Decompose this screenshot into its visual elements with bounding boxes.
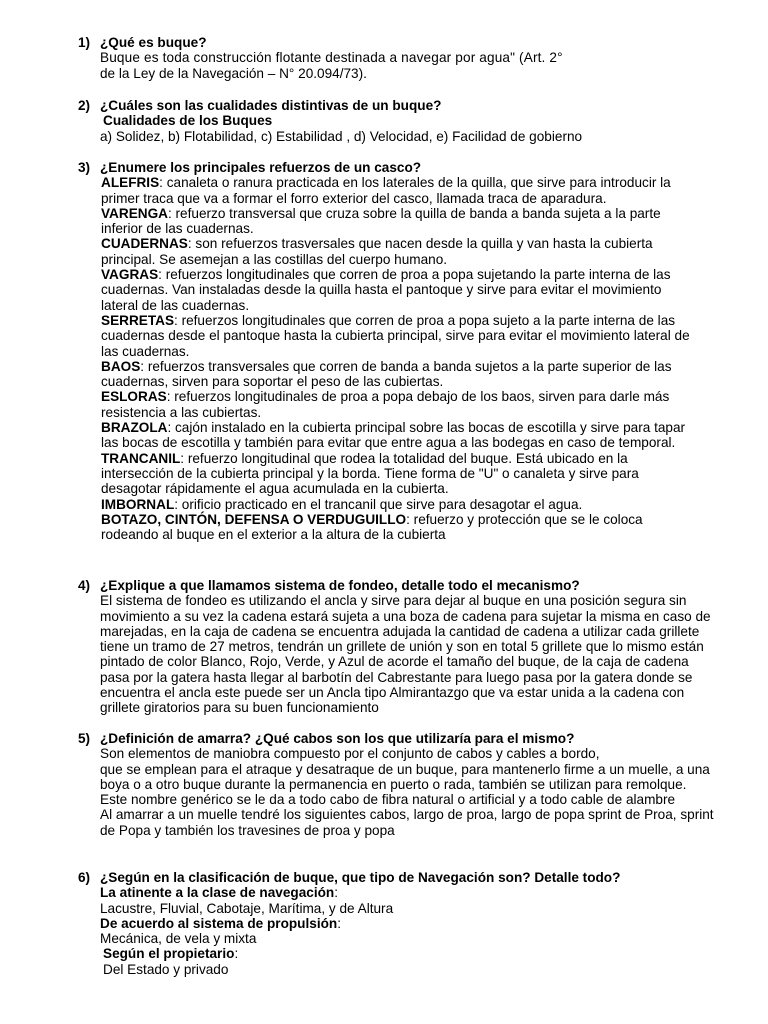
classification-heading-suffix: : (234, 946, 239, 962)
question-number: 1) (78, 35, 91, 50)
reinforcement-item (101, 175, 700, 206)
reinforcement-item (101, 389, 700, 420)
question-number: 3) (78, 160, 91, 175)
reinforcement-definition: : son refuerzos trasversales que nacen desde la quilla y van hasta la cubierta principal. Se asemejan a las costillas del cuerpo humano. (101, 236, 653, 267)
reinforcement-definition: : cajón instalado en la cubierta principal sobre las bocas de escotilla y sirve para tapar las bocas de escotilla y también para evitar que entre agua a las bodegas en caso de temporal. (101, 420, 686, 451)
classification-value: Mecánica, de vela y mixta (100, 931, 257, 947)
reinforcement-item (101, 236, 700, 267)
question-5 (78, 731, 718, 838)
classification-heading-suffix: : (337, 915, 341, 931)
classification-heading-text: De acuerdo al sistema de propulsión (100, 915, 338, 931)
question-number: 2) (78, 98, 91, 113)
question-6 (78, 870, 718, 977)
question-3-answer (78, 175, 700, 542)
question-6-answer (78, 885, 718, 977)
reinforcement-term: TRANCANIL (101, 450, 181, 466)
question-5-heading (78, 731, 718, 746)
answer-paragraph: Este nombre genérico se le da a todo cabo de fibra natural o artificial y a todo cable de alambre (100, 792, 676, 808)
reinforcement-term: VAGRAS (101, 267, 159, 283)
question-1-answer (78, 50, 718, 81)
question-number: 5) (78, 731, 91, 746)
question-title: ¿Según en la clasificación de buque, que tipo de Navegación son? Detalle todo? (100, 870, 621, 885)
reinforcement-term: BAOS (101, 358, 141, 374)
question-2-answer (78, 113, 718, 144)
reinforcement-term: ALEFRIS (101, 175, 160, 191)
reinforcement-item (101, 206, 700, 237)
reinforcement-term: BOTAZO, CINTÓN, DEFENSA O VERDUGUILLO (101, 511, 407, 527)
question-title: ¿Enumere los principales refuerzos de un casco? (100, 160, 422, 175)
classification-heading-suffix: : (334, 885, 338, 901)
reinforcement-term: SERRETAS (101, 312, 175, 328)
reinforcement-term: IMBORNAL (101, 496, 175, 512)
question-6-heading (78, 870, 718, 885)
question-2-heading (78, 98, 718, 113)
reinforcement-item (101, 497, 700, 512)
reinforcement-definition: : refuerzos longitudinales de proa a popa debajo de los baos, sirven para darle más resistencia a las cubiertas. (101, 389, 670, 420)
reinforcement-item (101, 512, 700, 543)
question-3 (78, 160, 700, 542)
question-2 (78, 98, 718, 144)
question-title: ¿Explique a que llamamos sistema de fondeo, detalle todo el mecanismo? (100, 578, 580, 593)
classification-value: Lacustre, Fluvial, Cabotaje, Marítima, y de Altura (100, 900, 394, 916)
reinforcement-definition: : canaleta o ranura practicada en los laterales de la quilla, que sirve para introducir la primer traca que va a formar el forro exterior del casco, llamada traca de aparadura. (101, 175, 671, 206)
reinforcement-definition: : refuerzo longitudinal que rodea la totalidad del buque. Está ubicado en la intersección de la cubierta principal y la borda. Tiene forma de "U" o canaleta y sirve para desagotar rápidamente el agua acumulada en la cubierta. (101, 450, 639, 497)
answer-line: a) Solidez, b) Flotabilidad, c) Estabilidad , d) Velocidad, e) Facilidad de gobierno (100, 128, 583, 144)
classification-heading (100, 885, 718, 900)
answer-paragraph: Son elementos de maniobra compuesto por el conjunto de cabos y cables a bordo, (100, 746, 600, 762)
reinforcement-definition: : orificio practicado en el trancanil que sirve para desagotar el agua. (174, 496, 583, 512)
reinforcement-definition: : refuerzos longitudinales que corren de proa a popa sujetando la parte interna de las cuadernas. Van instaladas desde la quilla hasta el pantoque y sirve para evitar el movimiento lateral de las cuadernas. (101, 267, 671, 313)
reinforcement-definition: : refuerzo y protección que se le coloca rodeando al buque en el exterior a la altura de la cubierta (101, 511, 643, 543)
question-title: ¿Qué es buque? (100, 35, 207, 50)
question-4-answer (78, 593, 718, 715)
question-5-answer (78, 746, 718, 838)
reinforcement-term: ESLORAS (101, 389, 167, 405)
reinforcement-item (101, 313, 700, 359)
classification-heading (100, 946, 718, 961)
classification-value: Del Estado y privado (103, 961, 229, 977)
reinforcement-definition: : refuerzo transversal que cruza sobre la quilla de banda a banda sujeta a la parte inferior de las cuadernas. (101, 205, 661, 237)
answer-subtitle: Cualidades de los Buques (103, 113, 273, 129)
classification-heading (100, 916, 718, 931)
answer-line: de la Ley de la Navegación – N° 20.094/73). (100, 65, 367, 81)
classification-heading-text: Según el propietario (103, 946, 235, 962)
reinforcement-term: BRAZOLA (101, 420, 168, 436)
question-3-heading (78, 160, 700, 175)
reinforcement-item (101, 420, 700, 451)
answer-paragraph: El sistema de fondeo es utilizando el ancla y sirve para dejar al buque en una posición segura sin movimiento a su vez la cadena estará sujeta a una boza de cadena para sujetar la misma en caso de marejadas, en la caja de cadena se encuentra adujada la cantidad de cadena a utilizar cada grillete tiene un tramo de 27 metros, tendrán un grillete de unión y son en total 5 grillete que lo mismo están pintado de color Blanco, Rojo, Verde, y Azul de acorde el tamaño del buque, de la caja de cadena pasa por la gatera hasta llegar al barbotín del Cabrestante para luego pasa por la gatera donde se encuentra el ancla este puede ser un Ancla tipo Almirantazgo que va estar unida a la cadena con grillete giratorios para su buen funcionamiento (100, 593, 711, 716)
question-4 (78, 578, 718, 716)
reinforcement-item (101, 451, 700, 497)
question-number: 6) (78, 870, 91, 885)
reinforcement-term: VARENGA (101, 205, 168, 221)
answer-paragraph: Al amarrar a un muelle tendré los siguientes cabos, largo de proa, largo de popa sprint de Proa, sprint de Popa y también los travesines de proa y popa (100, 807, 714, 838)
reinforcement-item (101, 359, 700, 390)
question-1 (78, 35, 718, 81)
question-number: 4) (78, 578, 91, 593)
answer-line: Buque es toda construcción flotante destinada a navegar por agua" (Art. 2° (100, 50, 563, 66)
reinforcement-definition: : refuerzos longitudinales que corren de proa a popa sujeto a la parte interna de las cuadernas desde el pantoque hasta la cubierta principal, sirve para evitar el movimiento lateral de las cuadernas. (101, 312, 690, 359)
reinforcement-item (101, 267, 700, 313)
reinforcement-definition: : refuerzos transversales que corren de banda a banda sujetos a la parte superior de las cuadernas, sirven para soportar el peso de las cubiertas. (101, 358, 672, 390)
question-title: ¿Cuáles son las cualidades distintivas de un buque? (100, 98, 442, 113)
answer-paragraph: que se emplean para el atraque y desatraque de un buque, para mantenerlo firme a un muelle, a una boya o a otro buque durante la permanencia en puerto o rada, también se utilizan para remolque. (100, 761, 710, 792)
classification-heading-text: La atinente a la clase de navegación (100, 885, 335, 901)
question-1-heading (78, 35, 718, 50)
question-4-heading (78, 578, 718, 593)
reinforcement-term: CUADERNAS (101, 236, 188, 252)
question-title: ¿Definición de amarra? ¿Qué cabos son los que utilizaría para el mismo? (100, 731, 575, 746)
